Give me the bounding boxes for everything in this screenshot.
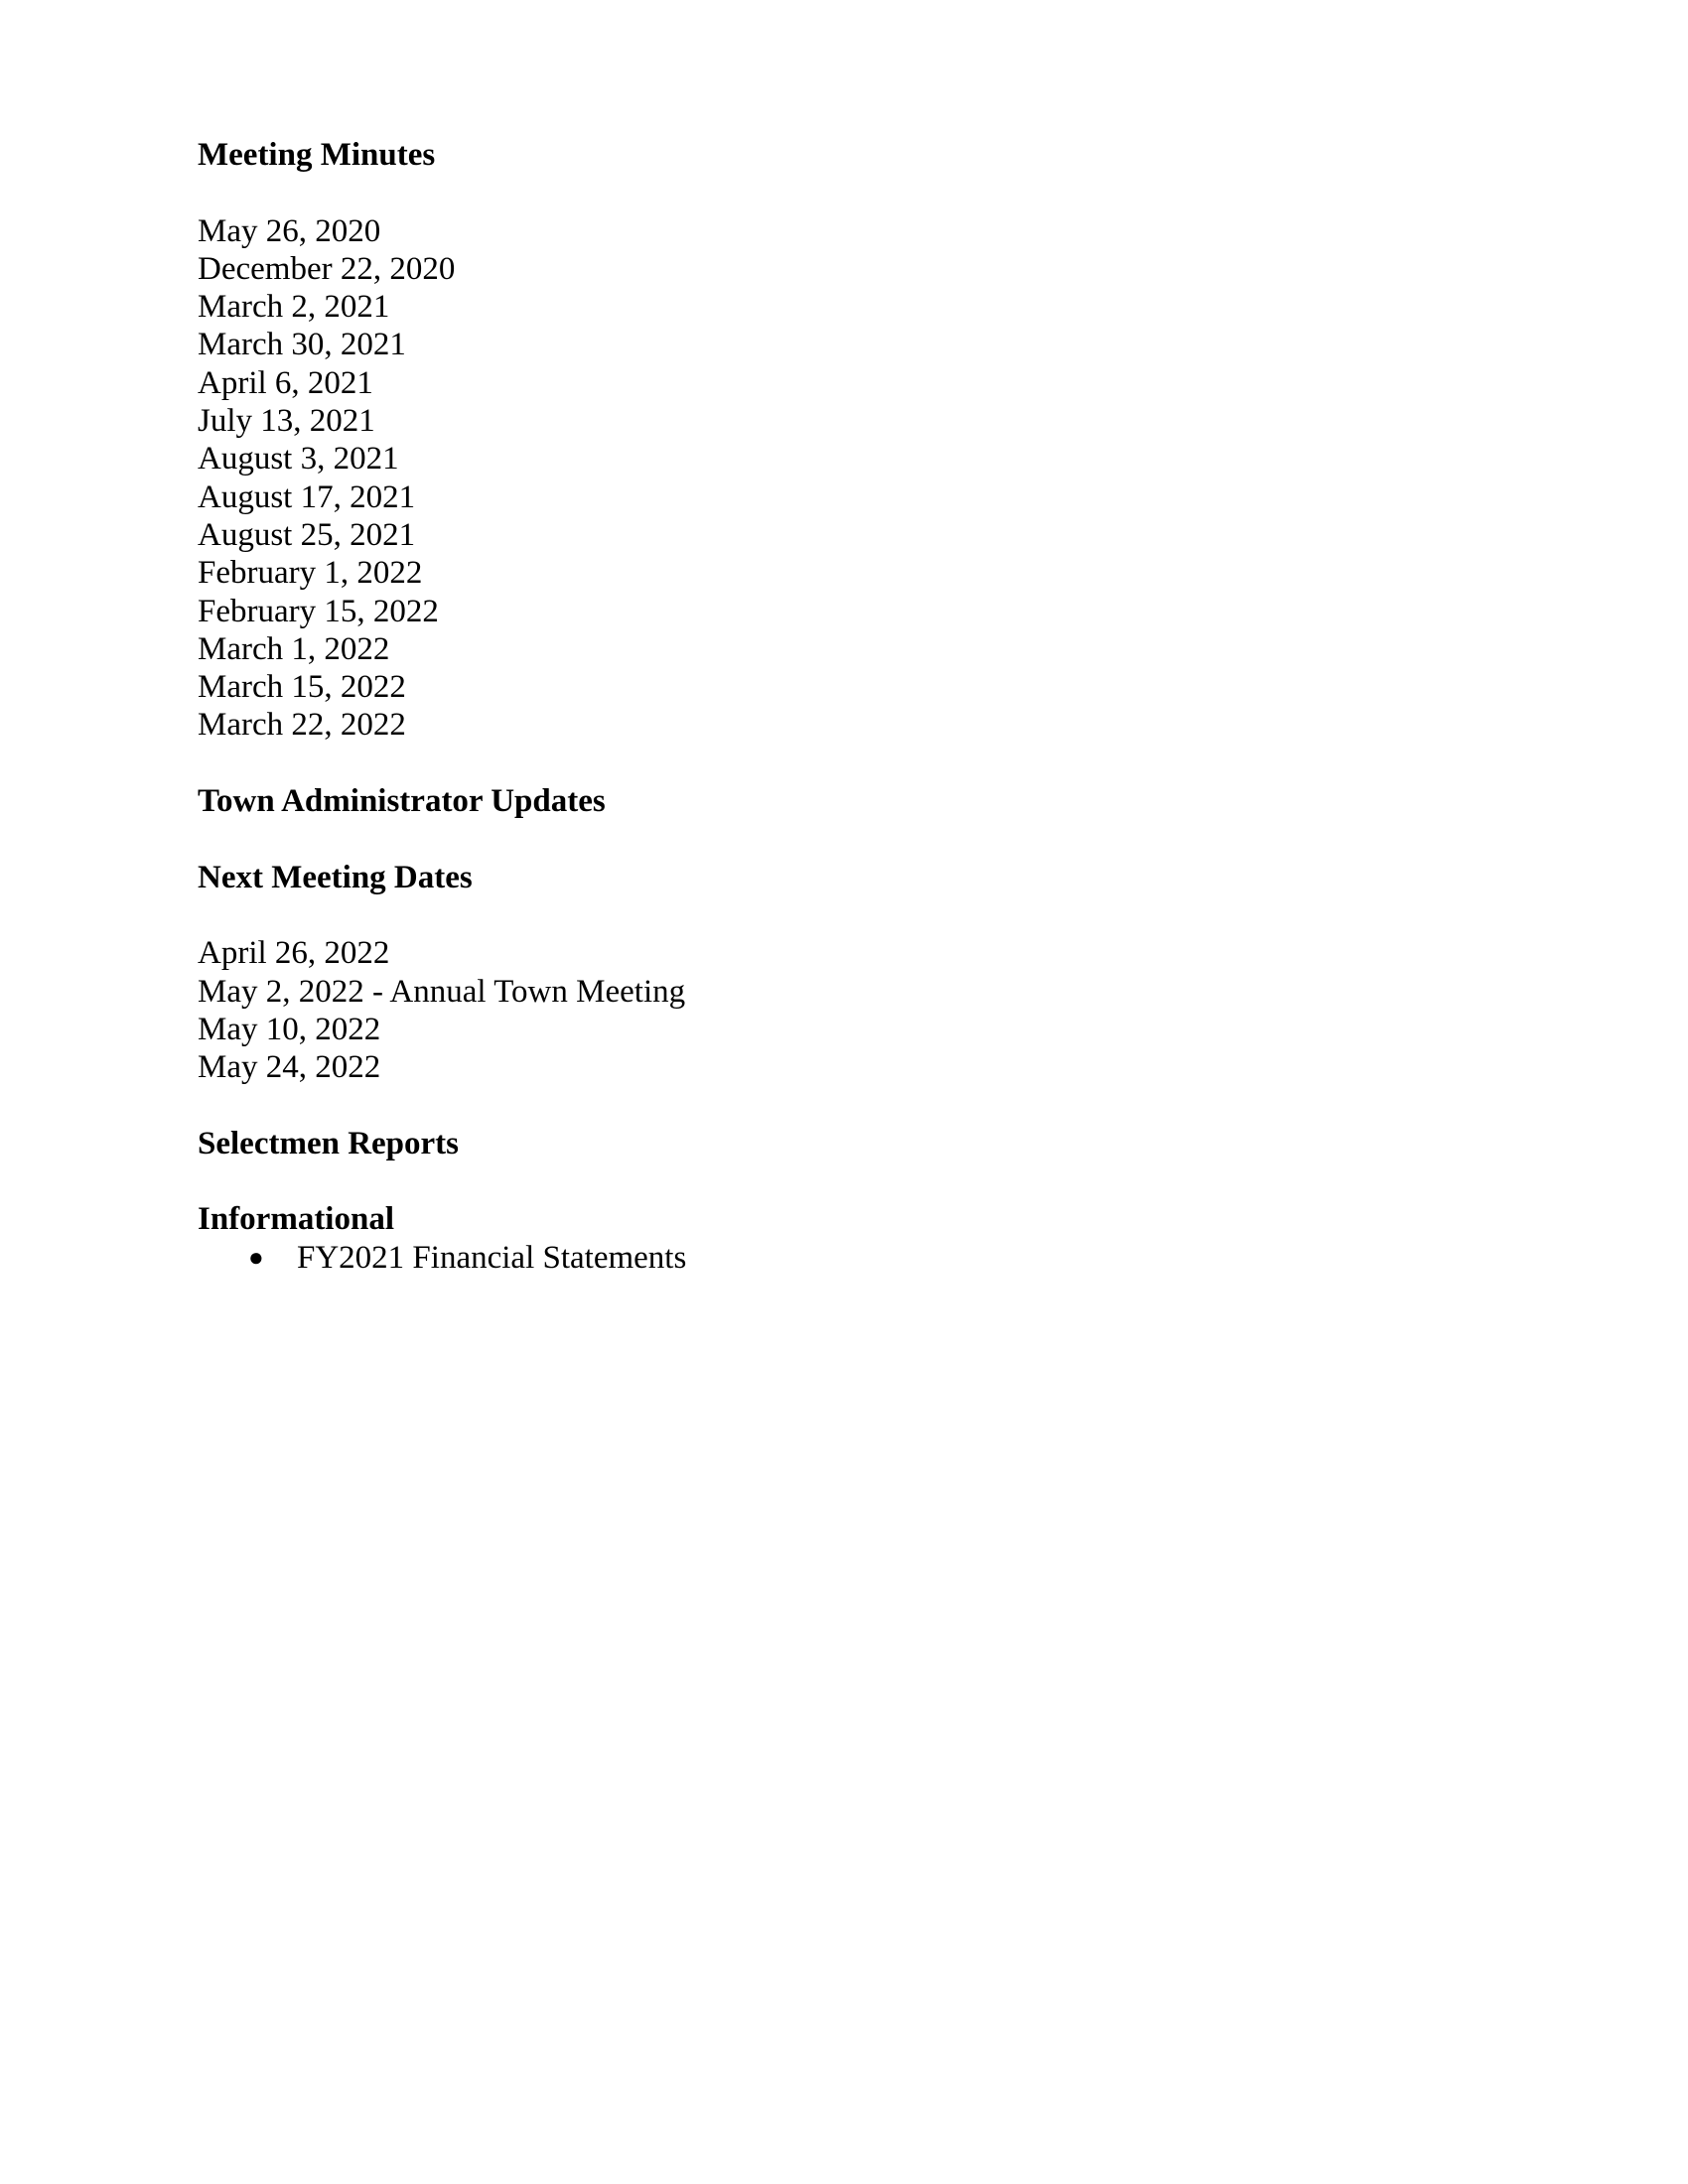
spacer [198, 896, 1488, 934]
minutes-date: August 25, 2021 [198, 516, 416, 553]
spacer [198, 174, 1488, 211]
meeting-date: May 2, 2022 - Annual Town Meeting [198, 973, 686, 1010]
minutes-date: March 22, 2022 [198, 707, 406, 744]
minutes-date: April 6, 2021 [198, 364, 373, 401]
minutes-date: July 13, 2021 [198, 403, 375, 440]
minutes-date: March 30, 2021 [198, 327, 406, 363]
minutes-date: August 3, 2021 [198, 441, 399, 478]
minutes-date: February 15, 2022 [198, 593, 439, 629]
spacer [198, 1086, 1488, 1124]
bullet-icon: ● [248, 1242, 264, 1272]
document-body [198, 136, 1488, 1277]
next-meeting-heading: Next Meeting Dates [198, 859, 473, 895]
minutes-date: March 2, 2021 [198, 289, 390, 326]
minutes-date: May 26, 2020 [198, 212, 381, 249]
minutes-date: February 1, 2022 [198, 555, 423, 592]
minutes-date: August 17, 2021 [198, 478, 416, 515]
minutes-date: December 22, 2020 [198, 250, 456, 287]
list-item [198, 1239, 1488, 1277]
informational-heading: Informational [198, 1201, 394, 1238]
spacer [198, 1162, 1488, 1200]
town-administrator-heading: Town Administrator Updates [198, 783, 606, 820]
meeting-date: May 24, 2022 [198, 1049, 381, 1086]
meeting-minutes-list [198, 212, 1488, 745]
minutes-date: March 15, 2022 [198, 669, 406, 706]
spacer [198, 745, 1488, 782]
minutes-date: March 1, 2022 [198, 630, 390, 667]
informational-list [198, 1239, 1488, 1277]
meeting-date: May 10, 2022 [198, 1011, 381, 1047]
next-meeting-list [198, 934, 1488, 1086]
spacer [198, 820, 1488, 858]
selectmen-reports-heading: Selectmen Reports [198, 1125, 460, 1161]
list-item-text: FY2021 Financial Statements [297, 1239, 687, 1276]
meeting-date: April 26, 2022 [198, 935, 390, 972]
meeting-minutes-heading: Meeting Minutes [198, 137, 436, 173]
